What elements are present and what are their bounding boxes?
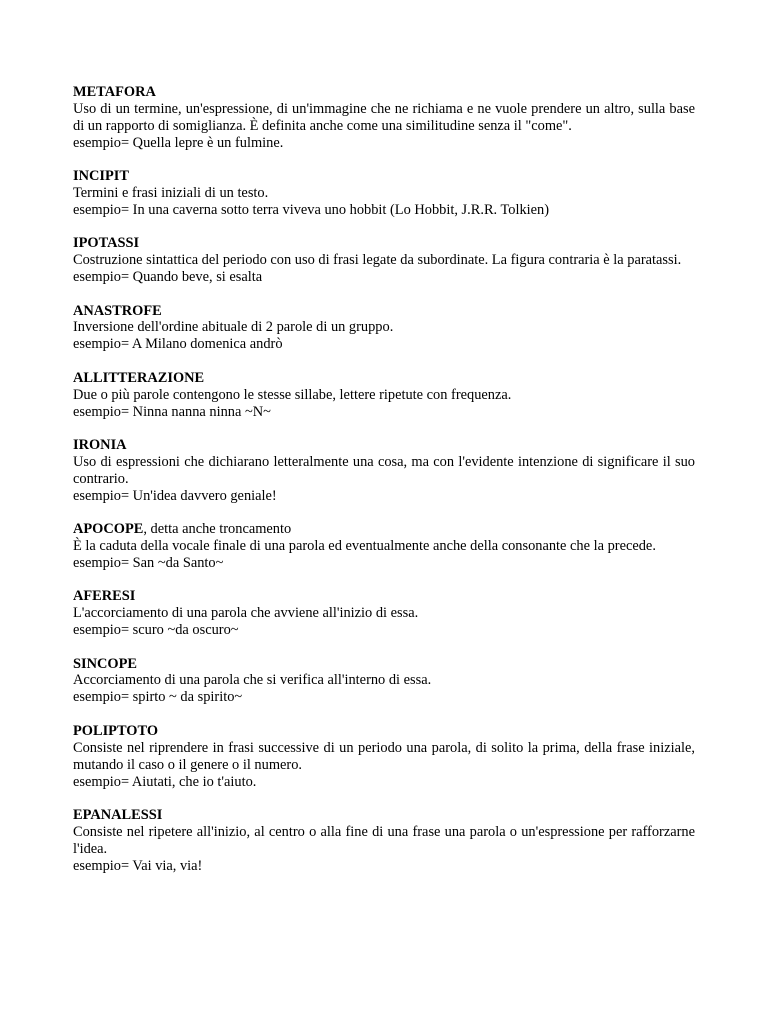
entry-term: METAFORA <box>73 84 156 100</box>
glossary-entry-anastrofe <box>73 303 695 354</box>
entry-definition: Uso di un termine, un'espressione, di un'immagine che ne richiama e ne vuole prendere un altro, sulla base di un rapporto di somiglianza. È definita anche come una similitudine senza il "come". <box>73 100 695 134</box>
entry-example: esempio= Quella lepre è un fulmine. <box>73 134 284 151</box>
entry-example: esempio= Aiutati, che io t'aiuto. <box>73 773 257 790</box>
entry-definition: L'accorciamento di una parola che avviene all'inizio di essa. <box>73 605 419 622</box>
entry-term: IRONIA <box>73 437 127 453</box>
entry-example: esempio= San ~da Santo~ <box>73 554 224 571</box>
entry-example: esempio= scuro ~da oscuro~ <box>73 622 239 639</box>
entry-term-line <box>73 656 695 673</box>
entry-term-line <box>73 370 695 387</box>
entry-definition: Accorciamento di una parola che si verifica all'interno di essa. <box>73 672 432 689</box>
entry-term-suffix: , detta anche troncamento <box>143 521 292 538</box>
entry-term-line <box>73 723 695 740</box>
entry-definition: Uso di espressioni che dichiarano letteralmente una cosa, ma con l'evidente intenzione di significare il suo contrario. <box>73 453 695 487</box>
entry-example: esempio= Quando beve, si esalta <box>73 269 263 286</box>
glossary-entry-aferesi <box>73 588 695 639</box>
entry-example: esempio= spirto ~ da spirito~ <box>73 689 243 706</box>
entry-example: esempio= In una caverna sotto terra viveva uno hobbit (Lo Hobbit, J.R.R. Tolkien) <box>73 201 550 218</box>
entry-definition: Termini e frasi iniziali di un testo. <box>73 185 269 202</box>
entry-term: ALLITTERAZIONE <box>73 369 205 386</box>
entry-term-line <box>73 84 695 101</box>
entry-definition: È la caduta della vocale finale di una parola ed eventualmente anche della consonante che la precede. <box>73 538 656 555</box>
entry-term-line <box>73 303 695 320</box>
glossary-entry-ironia <box>73 437 695 505</box>
entry-definition: Inversione dell'ordine abituale di 2 parole di un gruppo. <box>73 319 394 336</box>
glossary-entry-allitterazione <box>73 370 695 421</box>
glossary-entry-ipotassi <box>73 235 695 286</box>
entry-definition: Consiste nel ripetere all'inizio, al centro o alla fine di una frase una parola o un'espressione per rafforzarne l'idea. <box>73 823 695 857</box>
entry-example: esempio= Ninna nanna ninna ~N~ <box>73 403 271 420</box>
glossary-entry-sincope <box>73 656 695 707</box>
entry-example: esempio= Un'idea davvero geniale! <box>73 487 277 504</box>
entry-term: SINCOPE <box>73 655 137 672</box>
glossary-entry-incipit <box>73 168 695 219</box>
entry-definition: Consiste nel riprendere in frasi successive di un periodo una parola, di solito la prima, della frase iniziale, mutando il caso o il genere o il numero. <box>73 739 695 773</box>
glossary-entry-metafora <box>73 84 695 152</box>
entry-term-line <box>73 437 695 454</box>
entry-term-line <box>73 235 695 252</box>
entry-term: IPOTASSI <box>73 235 140 252</box>
glossary-entry-epanalessi <box>73 807 695 875</box>
entry-term-line <box>73 807 695 824</box>
glossary-entry-apocope <box>73 521 695 572</box>
entry-term: APOCOPE <box>73 521 144 538</box>
entry-example: esempio= Vai via, via! <box>73 857 203 874</box>
entry-definition: Due o più parole contengono le stesse sillabe, lettere ripetute con frequenza. <box>73 386 512 403</box>
glossary-entry-poliptoto <box>73 723 695 791</box>
entry-example: esempio= A Milano domenica andrò <box>73 336 283 353</box>
entry-term: POLIPTOTO <box>73 722 159 739</box>
entry-term-line <box>73 521 695 538</box>
entry-definition: Costruzione sintattica del periodo con uso di frasi legate da subordinate. La figura contraria è la paratassi. <box>73 252 682 269</box>
entry-term: AFERESI <box>73 588 136 605</box>
entry-term: INCIPIT <box>73 168 129 185</box>
entry-term: EPANALESSI <box>73 806 163 823</box>
entry-term-line <box>73 588 695 605</box>
entry-term: ANASTROFE <box>73 302 162 319</box>
entry-term-line <box>73 168 695 185</box>
